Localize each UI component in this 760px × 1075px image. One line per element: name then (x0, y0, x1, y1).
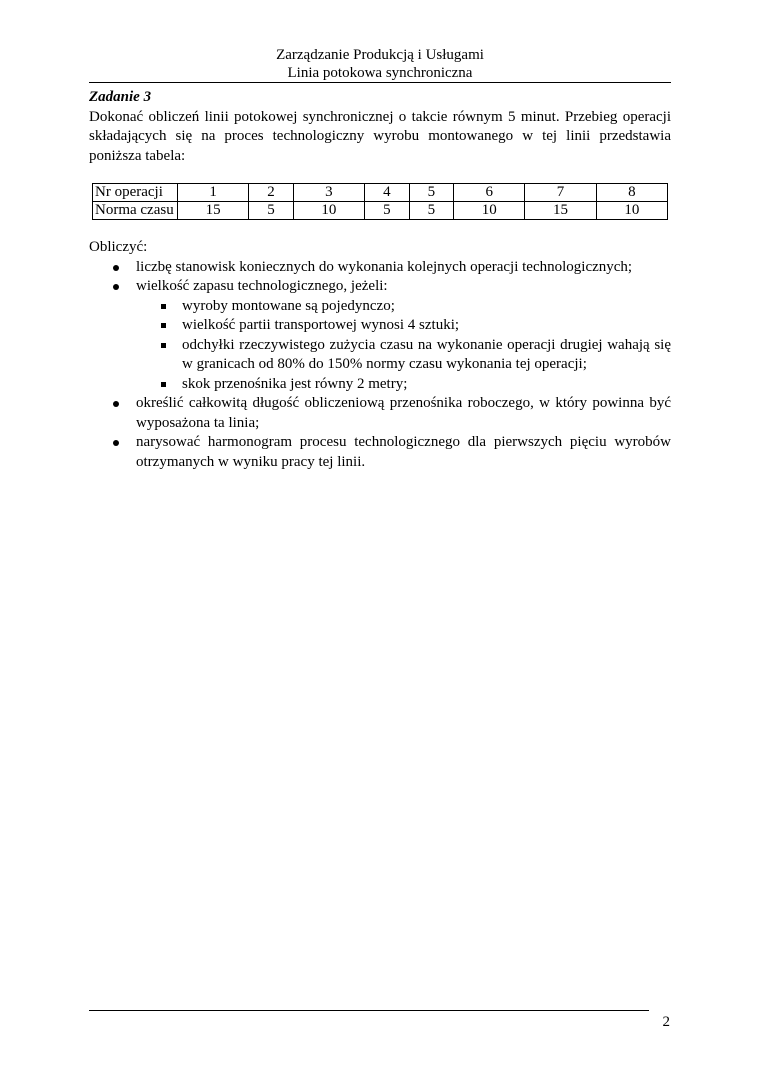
table-row-label: Norma czasu (93, 202, 178, 220)
header-divider (89, 82, 671, 83)
page-header (89, 46, 671, 82)
list-item (89, 258, 671, 278)
list-item (89, 433, 671, 472)
table-cell: 10 (596, 202, 667, 220)
bullet-icon (113, 265, 119, 271)
table-row (93, 184, 668, 202)
footer-divider (89, 1010, 649, 1011)
document-body (89, 88, 671, 472)
table-cell: 5 (365, 202, 410, 220)
table-cell: 15 (525, 202, 596, 220)
square-bullet-icon (161, 304, 166, 309)
sub-list-item (136, 316, 671, 336)
sub-list-item-text: skok przenośnika jest równy 2 metry; (182, 375, 408, 392)
list-item (89, 394, 671, 433)
page-number: 2 (662, 1014, 670, 1030)
list-item-text: wielkość zapasu technologicznego, jeżeli: (136, 278, 388, 294)
square-bullet-icon (161, 323, 166, 328)
list-item (89, 277, 671, 394)
table-cell: 10 (454, 202, 525, 220)
table-row-label: Nr operacji (93, 184, 178, 202)
sub-list-item (136, 297, 671, 317)
sub-list-item-text: wielkość partii transportowej wynosi 4 sztuki; (182, 317, 460, 333)
sub-list-item (136, 375, 671, 395)
bullet-icon (113, 284, 119, 290)
table-row (93, 202, 668, 220)
task-title: Zadanie 3 (89, 89, 152, 105)
sub-list-item (136, 336, 671, 375)
table-cell: 5 (409, 202, 454, 220)
table-cell: 1 (178, 184, 249, 202)
table-cell: 15 (178, 202, 249, 220)
list-item-text: określić całkowitą długość obliczeniową przenośnika roboczego, w który powinna być wyposażona ta linia; (136, 395, 671, 431)
square-bullet-icon (161, 382, 166, 387)
table-cell: 2 (249, 184, 294, 202)
task-intro: Dokonać obliczeń linii potokowej synchronicznej o takcie równym 5 minut. Przebieg operacji składających się na proces technologiczny wyrobu montowanego w tej linii przedstawia poniższa tabela: (89, 108, 671, 164)
table-cell: 8 (596, 184, 667, 202)
table-cell: 5 (249, 202, 294, 220)
square-bullet-icon (161, 343, 166, 348)
bullet-icon (113, 401, 119, 407)
header-topic-title: Linia potokowa synchroniczna (287, 65, 473, 81)
operations-table (92, 183, 668, 220)
sub-list-item-text: wyroby montowane są pojedynczo; (182, 297, 395, 314)
table-cell: 3 (293, 184, 364, 202)
table-cell: 10 (293, 202, 364, 220)
list-item-text: narysować harmonogram procesu technologicznego dla pierwszych pięciu wyrobów otrzymanych w wyniku pracy tej linii. (136, 434, 671, 470)
sub-list (136, 297, 671, 395)
list-item-text: liczbę stanowisk koniecznych do wykonania kolejnych operacji technologicznych; (136, 258, 633, 275)
sub-list-item-text: odchyłki rzeczywistego zużycia czasu na wykonanie operacji drugiej wahają się w granicach od 80% do 150% normy czasu wykonania tej operacji; (182, 336, 671, 372)
header-course-title: Zarządzanie Produkcją i Usługami (276, 47, 484, 63)
table-cell: 4 (365, 184, 410, 202)
table-cell: 6 (454, 184, 525, 202)
bullet-icon (113, 440, 119, 446)
table-cell: 5 (409, 184, 454, 202)
table-cell: 7 (525, 184, 596, 202)
task-list (89, 258, 671, 473)
calculate-label: Obliczyć: (89, 239, 148, 255)
